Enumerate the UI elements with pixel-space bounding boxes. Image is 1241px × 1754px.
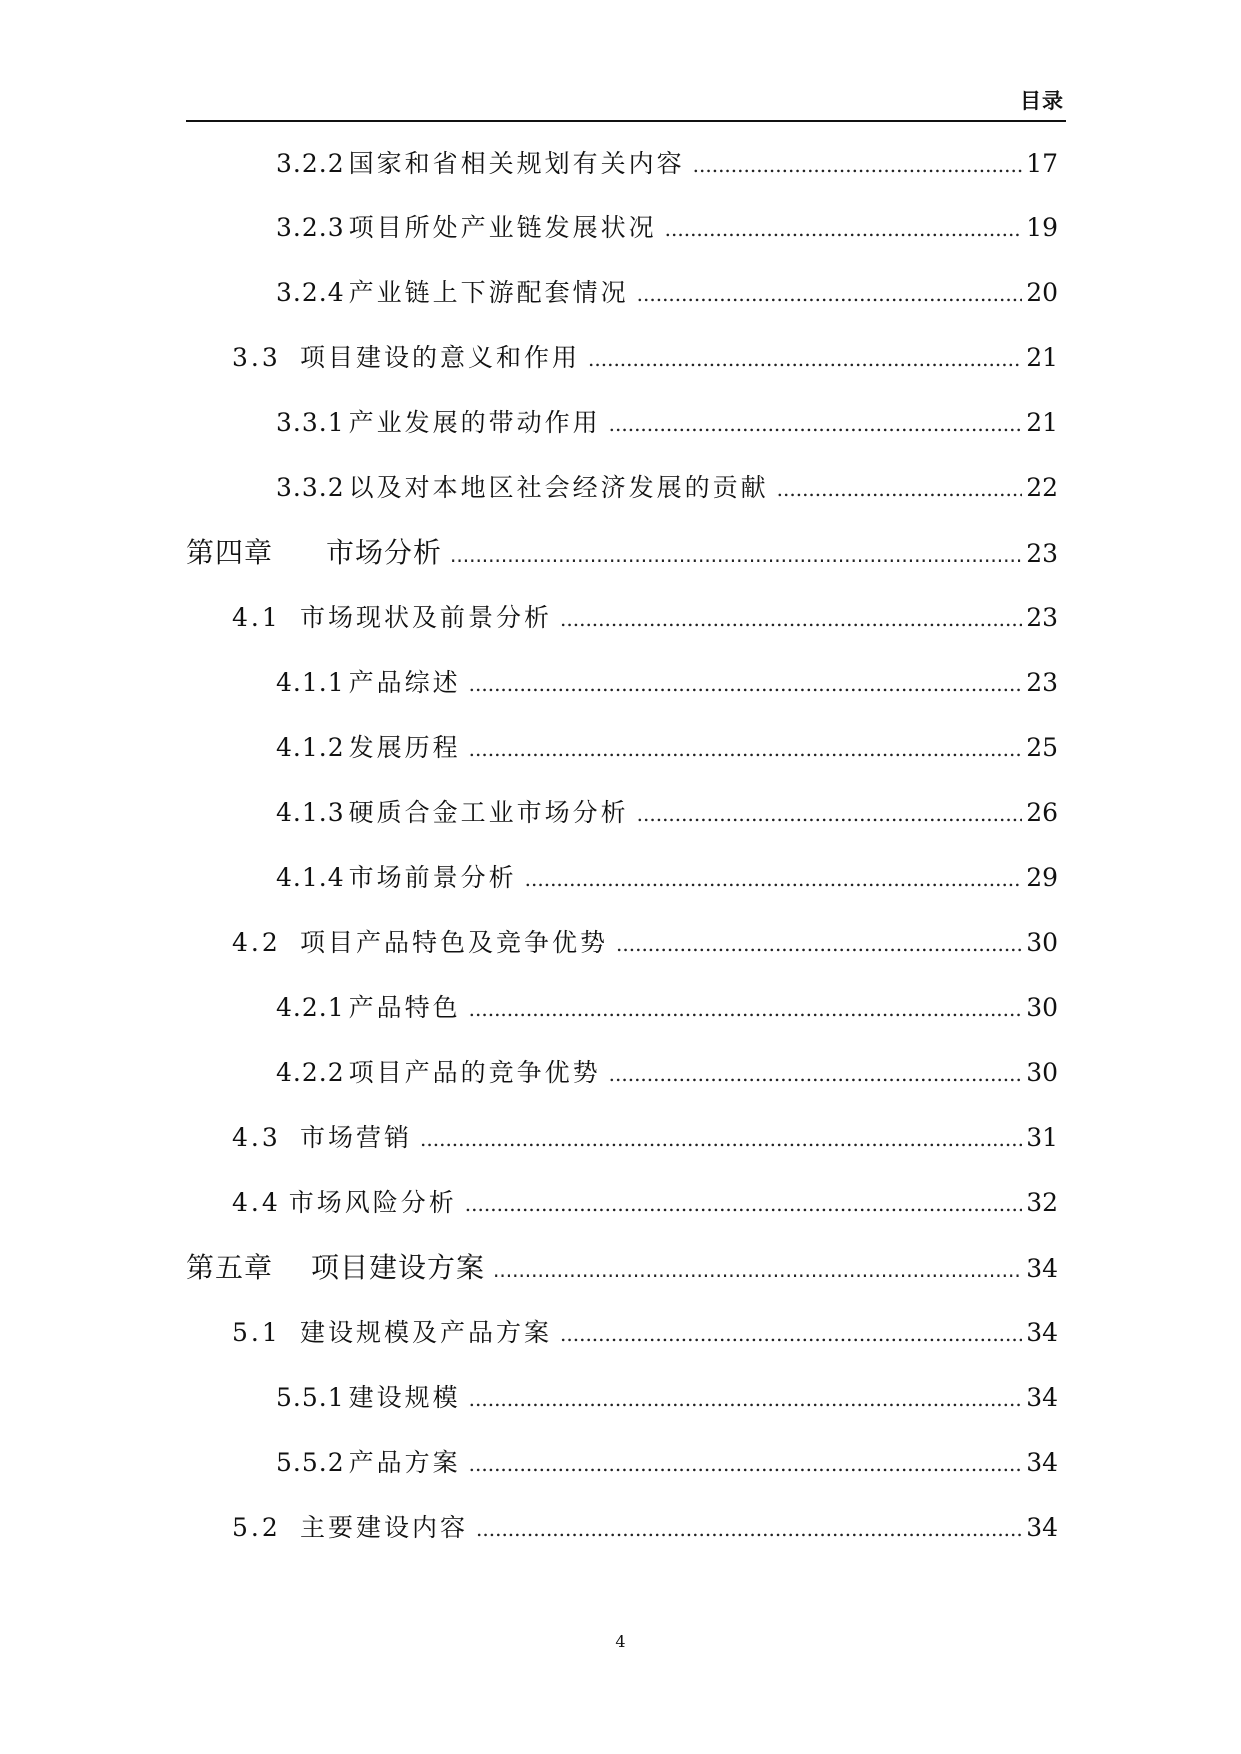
toc-dot-leader bbox=[469, 729, 1023, 769]
toc-entry-number: 3.2.4 bbox=[276, 278, 345, 307]
toc-entry-number: 3.3 bbox=[232, 343, 281, 372]
toc-dot-leader bbox=[693, 145, 1023, 185]
toc-entry-title: 产品综述 bbox=[348, 668, 461, 697]
toc-entry-number: 4.1.4 bbox=[276, 863, 345, 892]
toc-entry-page: 29 bbox=[1026, 863, 1058, 892]
toc-entry-title: 市场风险分析 bbox=[288, 1188, 457, 1217]
toc-entry-page: 19 bbox=[1026, 213, 1058, 242]
toc-entry-title: 市场营销 bbox=[300, 1123, 413, 1152]
toc-entry-number: 4.2 bbox=[232, 928, 281, 957]
toc-entry-page: 23 bbox=[1026, 539, 1058, 568]
toc-entry-title: 产业链上下游配套情况 bbox=[348, 278, 629, 307]
toc-dot-leader bbox=[469, 1444, 1023, 1484]
toc-entry-number: 5.1 bbox=[232, 1318, 281, 1347]
toc-entry-number: 3.3.1 bbox=[276, 408, 345, 437]
toc-dot-leader bbox=[465, 1184, 1022, 1224]
toc-entry-page: 23 bbox=[1026, 668, 1058, 697]
toc-dot-leader bbox=[469, 1379, 1023, 1419]
header-title: 目录 bbox=[1020, 89, 1064, 113]
toc-dot-leader bbox=[476, 1509, 1022, 1549]
toc-dot-leader bbox=[637, 274, 1023, 314]
toc-dot-leader bbox=[616, 924, 1022, 964]
toc-entry-number: 5.2 bbox=[232, 1513, 281, 1542]
toc-entry[interactable] bbox=[276, 273, 1058, 313]
toc-dot-leader bbox=[420, 1119, 1022, 1159]
toc-entry-number: 4.3 bbox=[232, 1123, 281, 1152]
toc-entry[interactable] bbox=[232, 923, 1058, 963]
toc-entry[interactable] bbox=[276, 403, 1058, 443]
toc-entry-number: 4.4 bbox=[232, 1188, 281, 1217]
toc-entry-title: 产业发展的带动作用 bbox=[348, 408, 601, 437]
toc-entry-title: 国家和省相关规划有关内容 bbox=[348, 149, 685, 178]
toc-entry[interactable] bbox=[232, 1118, 1058, 1158]
toc-dot-leader bbox=[560, 599, 1022, 639]
toc-entry-title: 产品方案 bbox=[348, 1448, 461, 1477]
toc-entry[interactable] bbox=[276, 1443, 1058, 1483]
toc-dot-leader bbox=[493, 1250, 1022, 1290]
toc-dot-leader bbox=[560, 1314, 1022, 1354]
toc-entry-title: 市场现状及前景分析 bbox=[300, 603, 553, 632]
toc-entry-page: 34 bbox=[1026, 1254, 1058, 1283]
toc-entry-title: 市场分析 bbox=[326, 536, 443, 569]
toc-entry-page: 30 bbox=[1026, 993, 1058, 1022]
toc-entry[interactable] bbox=[232, 1508, 1058, 1548]
toc-entry[interactable] bbox=[232, 1183, 1058, 1223]
toc-entry[interactable] bbox=[232, 338, 1058, 378]
toc-entry[interactable] bbox=[276, 793, 1058, 833]
toc-dot-leader bbox=[637, 794, 1023, 834]
toc-dot-leader bbox=[469, 664, 1023, 704]
toc-entry-page: 32 bbox=[1026, 1188, 1058, 1217]
toc-entry-number: 3.2.2 bbox=[276, 149, 345, 178]
toc-entry-page: 23 bbox=[1026, 603, 1058, 632]
toc-dot-leader bbox=[450, 535, 1022, 575]
toc-entry-title: 项目产品的竞争优势 bbox=[348, 1058, 601, 1087]
toc-entry[interactable] bbox=[232, 1313, 1058, 1353]
toc-entry-title: 产品特色 bbox=[348, 993, 461, 1022]
toc-entry-number: 4.1 bbox=[232, 603, 281, 632]
toc-entry-title: 项目建设方案 bbox=[311, 1251, 486, 1284]
toc-chapter-entry[interactable] bbox=[186, 533, 1058, 573]
toc-entry-number: 第五章 bbox=[186, 1251, 274, 1284]
toc-entry-page: 25 bbox=[1026, 733, 1058, 762]
toc-entry-page: 17 bbox=[1026, 149, 1058, 178]
toc-dot-leader bbox=[609, 1054, 1023, 1094]
toc-entry[interactable] bbox=[276, 144, 1058, 184]
toc-entry[interactable] bbox=[276, 468, 1058, 508]
toc-entry[interactable] bbox=[276, 663, 1058, 703]
toc-entry-number: 第四章 bbox=[186, 536, 274, 569]
toc-entry-number: 4.2.1 bbox=[276, 993, 345, 1022]
toc-entry-page: 20 bbox=[1026, 278, 1058, 307]
toc-entry-page: 30 bbox=[1026, 1058, 1058, 1087]
page-number: 4 bbox=[615, 1632, 626, 1651]
toc-entry-title: 硬质合金工业市场分析 bbox=[348, 798, 629, 827]
toc-dot-leader bbox=[665, 209, 1023, 249]
toc-dot-leader bbox=[469, 989, 1023, 1029]
toc-entry[interactable] bbox=[276, 208, 1058, 248]
toc-entry-number: 5.5.1 bbox=[276, 1383, 345, 1412]
toc-dot-leader bbox=[588, 339, 1022, 379]
toc-entry-page: 34 bbox=[1026, 1383, 1058, 1412]
toc-entry[interactable] bbox=[276, 858, 1058, 898]
toc-entry-page: 34 bbox=[1026, 1448, 1058, 1477]
toc-dot-leader bbox=[525, 859, 1023, 899]
toc-entry-page: 34 bbox=[1026, 1513, 1058, 1542]
toc-entry-title: 项目建设的意义和作用 bbox=[300, 343, 581, 372]
toc-dot-leader bbox=[609, 404, 1023, 444]
toc-entry-number: 4.1.3 bbox=[276, 798, 345, 827]
toc-entry-page: 34 bbox=[1026, 1318, 1058, 1347]
toc-entry-page: 26 bbox=[1026, 798, 1058, 827]
toc-entry-title: 建设规模及产品方案 bbox=[300, 1318, 553, 1347]
toc-entry-page: 31 bbox=[1026, 1123, 1058, 1152]
toc-entry-title: 市场前景分析 bbox=[348, 863, 517, 892]
toc-entry-number: 3.2.3 bbox=[276, 213, 345, 242]
toc-entry[interactable] bbox=[276, 1378, 1058, 1418]
toc-entry-page: 21 bbox=[1026, 408, 1058, 437]
toc-entry-title: 以及对本地区社会经济发展的贡献 bbox=[348, 473, 769, 502]
toc-entry[interactable] bbox=[232, 598, 1058, 638]
toc-entry-page: 21 bbox=[1026, 343, 1058, 372]
toc-entry-number: 3.3.2 bbox=[276, 473, 345, 502]
toc-entry-page: 22 bbox=[1026, 473, 1058, 502]
toc-entry-number: 5.5.2 bbox=[276, 1448, 345, 1477]
toc-chapter-entry[interactable] bbox=[186, 1248, 1058, 1288]
toc-entry-title: 项目所处产业链发展状况 bbox=[348, 213, 657, 242]
toc-entry-title: 主要建设内容 bbox=[300, 1513, 469, 1542]
toc-entry[interactable] bbox=[276, 728, 1058, 768]
toc-entry-number: 4.1.2 bbox=[276, 733, 345, 762]
toc-entry-page: 30 bbox=[1026, 928, 1058, 957]
toc-entry[interactable] bbox=[276, 988, 1058, 1028]
toc-entry[interactable] bbox=[276, 1053, 1058, 1093]
toc-entry-title: 项目产品特色及竞争优势 bbox=[300, 928, 609, 957]
toc-dot-leader bbox=[777, 469, 1023, 509]
toc-entry-number: 4.1.1 bbox=[276, 668, 345, 697]
toc-entry-title: 建设规模 bbox=[348, 1383, 461, 1412]
toc-entry-number: 4.2.2 bbox=[276, 1058, 345, 1087]
toc-entry-title: 发展历程 bbox=[348, 733, 461, 762]
